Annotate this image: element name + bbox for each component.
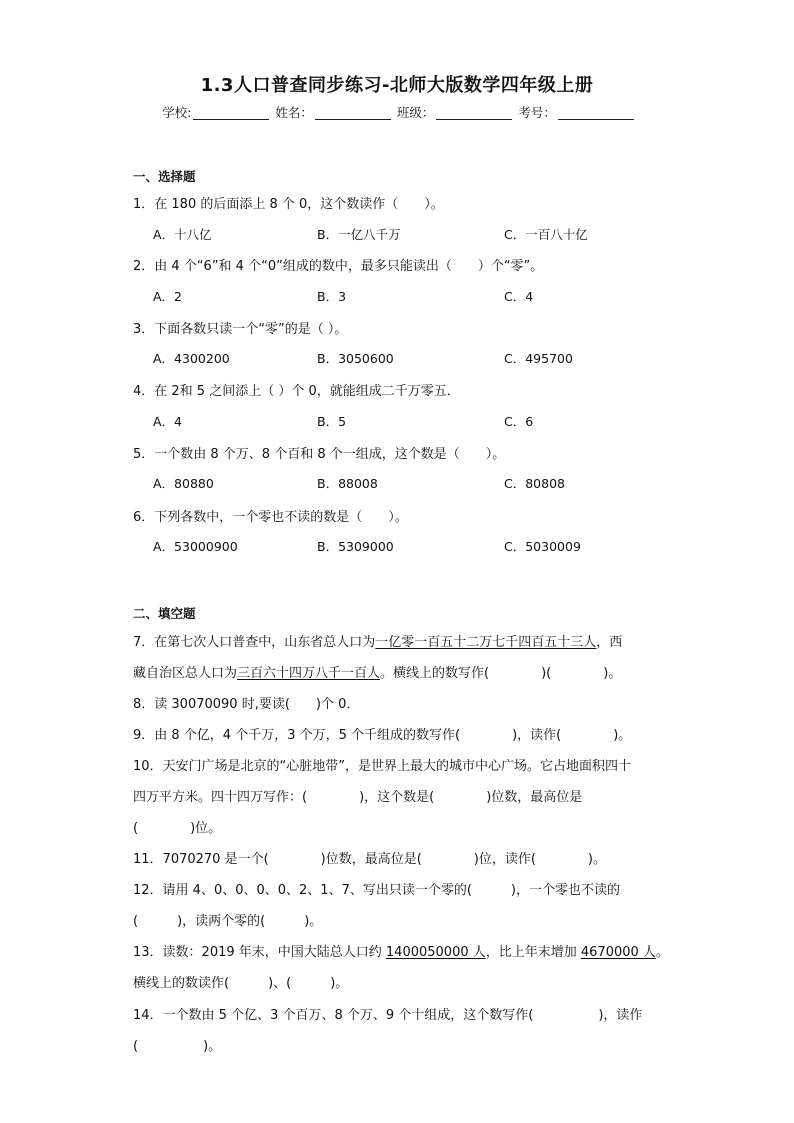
- choice-options-2: [153, 287, 673, 307]
- option-b[interactable]: B．5309000: [317, 539, 394, 554]
- choice-question-5: 5．一个数由 8 个万、8 个百和 8 个一组成，这个数是（ ）。: [133, 447, 506, 462]
- choice-question-4: 4．在 2和 5 之间添上（ ）个 0，就能组成二千万零五．: [133, 384, 460, 399]
- option-c[interactable]: C．6: [504, 414, 534, 429]
- choice-options-6: [153, 537, 673, 557]
- option-c[interactable]: C．5030009: [504, 539, 581, 554]
- q7-text-c: 藏自治区总人口为: [133, 666, 238, 681]
- fill-question-14-line-1: 14．一个数由 5 个亿、3 个百万、8 个万、9 个十组成，这个数写作( )，读作: [133, 1008, 643, 1023]
- fill-question-8: 8．读 30070090 时,要读( )个 0．: [133, 697, 360, 712]
- choice-question-6: 6．下列各数中，一个零也不读的数是（ ）。: [133, 510, 408, 525]
- option-a[interactable]: A．80880: [153, 476, 214, 491]
- q13-text-c: 。: [655, 945, 669, 960]
- q13-underlined-number-2: 4670000 人: [580, 945, 656, 960]
- option-a[interactable]: A．53000900: [153, 539, 238, 554]
- option-a[interactable]: A．4: [153, 414, 183, 429]
- option-b[interactable]: B．一亿八千万: [317, 227, 401, 242]
- choice-question-3: 3．下面各数只读一个“零”的是（ ）。: [133, 322, 348, 337]
- option-b[interactable]: B．3: [317, 289, 347, 304]
- q13-text-b: ，比上年末增加: [485, 945, 581, 960]
- school-blank[interactable]: [193, 105, 269, 120]
- fill-question-9: 9．由 8 个亿，4 个千万，3 个万，5 个千组成的数写作( )，读作( )。: [133, 728, 632, 743]
- section-fill-heading: 二、填空题: [133, 606, 196, 621]
- option-b[interactable]: B．5: [317, 414, 347, 429]
- choice-options-3: [153, 349, 673, 369]
- fill-question-13-line-2: 横线上的数读作( )、( )。: [133, 976, 349, 991]
- option-a[interactable]: A．2: [153, 289, 183, 304]
- school-label: 学校:: [162, 105, 192, 120]
- q7-underlined-number-1: 一亿零一百五十二万七千四百五十三人: [375, 635, 597, 650]
- option-c[interactable]: C．一百八十亿: [504, 227, 588, 242]
- number-label: 考号：: [518, 105, 556, 120]
- q13-underlined-number-1: 1400050000 人: [385, 945, 486, 960]
- fill-question-10-line-3: ( )位。: [133, 821, 222, 836]
- fill-question-12-line-1: 12．请用 4、0、0、0、0、2、1、7、写出只读一个零的( )，一个零也不读的: [133, 883, 620, 898]
- q7-underlined-number-2: 三百六十四万八千一百人: [237, 666, 381, 681]
- fill-question-13-line-1: [133, 941, 669, 960]
- option-b[interactable]: B．3050600: [317, 351, 394, 366]
- option-c[interactable]: C．80808: [504, 476, 565, 491]
- choice-question-2: 2．由 4 个“6”和 4 个“0”组成的数中，最多只能读出（ ）个“零”。: [133, 259, 544, 274]
- option-a[interactable]: A．十八亿: [153, 227, 212, 242]
- choice-options-5: [153, 474, 673, 494]
- number-blank[interactable]: [558, 105, 634, 120]
- choice-options-4: [153, 412, 673, 432]
- class-label: 班级：: [396, 105, 435, 120]
- q7-text-b: ，西: [596, 635, 623, 650]
- name-blank[interactable]: [315, 105, 391, 120]
- fill-question-10-line-1: 10．天安门广场是北京的“心脏地带”，是世界上最大的城市中心广场。它占地面积四十: [133, 759, 632, 774]
- fill-question-12-line-2: ( )，读两个零的( )。: [133, 914, 323, 929]
- q13-text-a: 13．读数：2019 年末，中国大陆总人口约: [133, 945, 386, 960]
- choice-options-1: [153, 225, 673, 245]
- page-title: 1.3人口普查同步练习-北师大版数学四年级上册: [200, 75, 594, 96]
- option-c[interactable]: C．495700: [504, 351, 573, 366]
- name-label: 姓名：: [275, 105, 313, 120]
- student-info-row: [0, 103, 794, 121]
- option-a[interactable]: A．4300200: [153, 351, 230, 366]
- section-choice-heading: 一、选择题: [133, 169, 196, 184]
- fill-question-7-line-2: [133, 662, 621, 681]
- fill-question-10-line-2: 四万平方米。四十四万写作：( )，这个数是( )位数，最高位是: [133, 790, 583, 805]
- class-blank[interactable]: [436, 105, 512, 120]
- fill-question-14-line-2: ( )。: [133, 1039, 222, 1054]
- option-b[interactable]: B．88008: [317, 476, 378, 491]
- option-c[interactable]: C．4: [504, 289, 534, 304]
- q7-text-d: 。横线上的数写作( )( )。: [380, 666, 622, 681]
- fill-question-11: 11．7070270 是一个( )位数，最高位是( )位，读作( )。: [133, 852, 607, 867]
- choice-question-1: 1．在 180 的后面添上 8 个 0，这个数读作（ ）。: [133, 197, 444, 212]
- q7-text-a: 7．在第七次人口普查中，山东省总人口为: [133, 635, 376, 650]
- fill-question-7-line-1: [133, 631, 622, 650]
